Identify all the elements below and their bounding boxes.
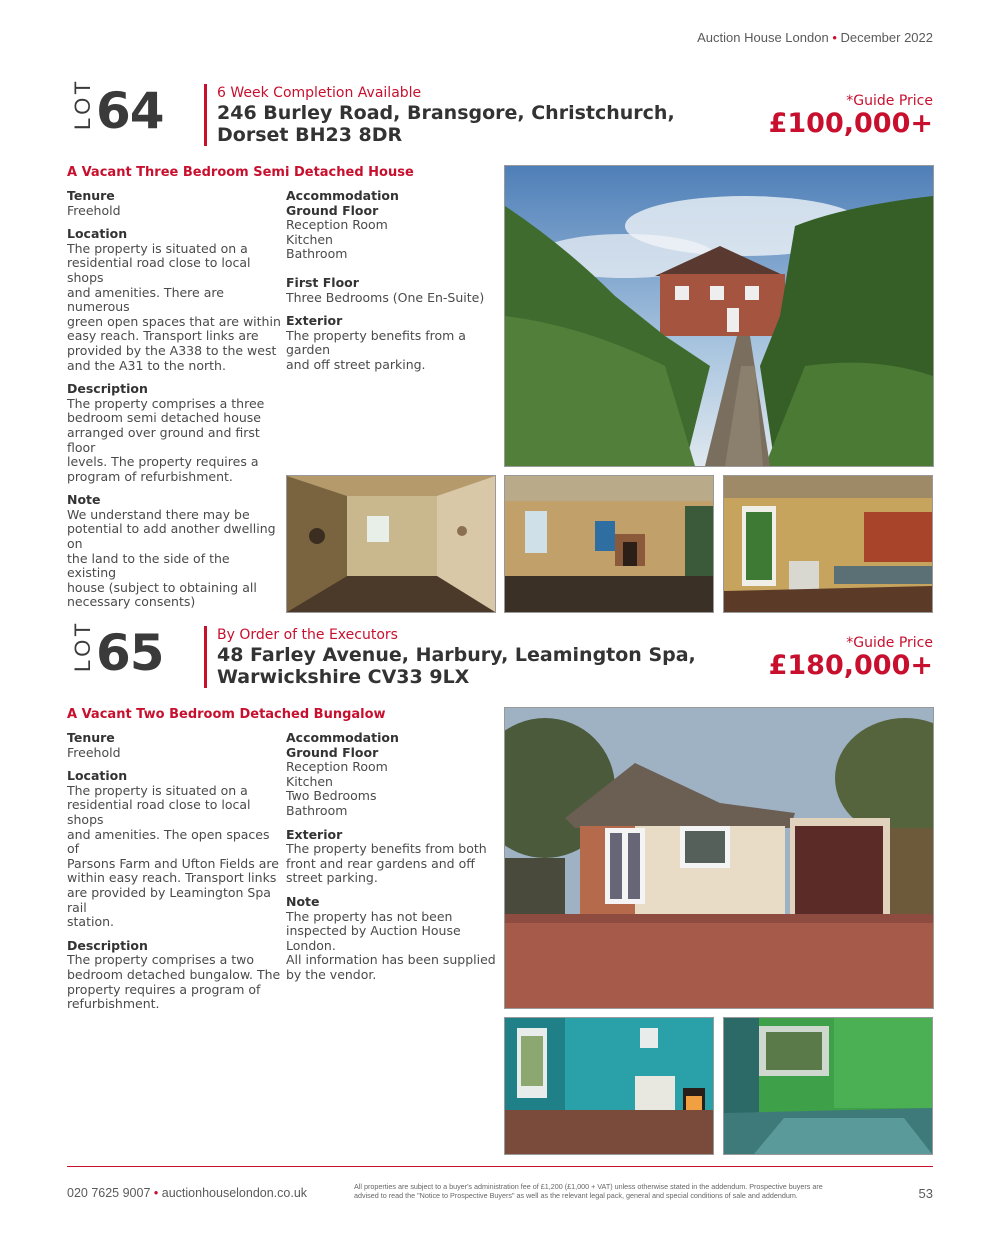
footer-separator: •	[153, 1186, 159, 1200]
lot-address	[217, 102, 675, 146]
publisher-name: Auction House London	[697, 30, 829, 45]
section-heading: Description	[67, 937, 148, 953]
lot-subtitle: By Order of the Executors	[217, 627, 398, 643]
section-heading: Location	[67, 768, 128, 784]
page-number: 53	[918, 1186, 933, 1201]
lot-label: LOT	[70, 620, 95, 672]
note-section	[67, 493, 282, 610]
lot-details-middle	[286, 189, 501, 382]
section-heading: Note	[67, 492, 101, 508]
property-photo-kitchen	[723, 475, 933, 613]
section-heading: Exterior	[286, 826, 343, 842]
accommodation-section	[286, 189, 501, 262]
property-photo-bedroom	[723, 1017, 933, 1155]
section-text: Freehold	[67, 202, 121, 218]
lot-details-left	[67, 731, 282, 1021]
section-heading: Accommodation Ground Floor	[286, 188, 399, 218]
location-section	[67, 227, 282, 373]
section-heading: Tenure	[67, 188, 115, 203]
footer-contact	[67, 1186, 307, 1200]
phone-number[interactable]: 020 7625 9007	[67, 1186, 151, 1200]
section-text: Three Bedrooms (One En-Suite)	[286, 289, 485, 305]
section-heading: Location	[67, 226, 128, 242]
section-text: We understand there may be potential to add another dwelling on the land to the side of the existing house (subject to obtaining all necessary consents)	[67, 506, 276, 610]
address-line-2: Warwickshire CV33 9LX	[217, 666, 470, 688]
lot-number: 65	[96, 624, 164, 682]
section-text: The property benefits from both front and rear gardens and off street parking.	[286, 841, 487, 886]
header-separator: •	[832, 30, 837, 45]
section-text: The property is situated on a residential road close to local shops and amenities. There are numerous green open spaces that are within easy reach. Transport links are provided by the A338 to the west and the A31 to the north.	[67, 240, 281, 373]
lot-details-middle	[286, 731, 501, 992]
description-section	[67, 382, 282, 484]
section-heading: Description	[67, 381, 148, 397]
first-floor-section	[286, 276, 501, 305]
property-photo-reception-room	[504, 1017, 714, 1155]
tenure-section	[67, 731, 282, 760]
location-section	[67, 769, 282, 930]
lot-address	[217, 644, 696, 688]
lot-divider	[204, 84, 207, 146]
lot-label: LOT	[70, 78, 95, 130]
section-text: Freehold	[67, 744, 121, 760]
property-photo-exterior	[504, 165, 934, 467]
accommodation-section	[286, 731, 501, 819]
section-text: The property comprises a three bedroom semi detached house arranged over ground and first floor levels. The property requires a program of refurbishment.	[67, 395, 265, 484]
address-line-2: Dorset BH23 8DR	[217, 124, 403, 146]
lot-headline: A Vacant Three Bedroom Semi Detached House	[67, 165, 414, 180]
section-heading: Note	[286, 893, 320, 909]
guide-price: £180,000+	[768, 650, 933, 681]
lot-headline: A Vacant Two Bedroom Detached Bungalow	[67, 707, 386, 722]
address-line-1: 48 Farley Avenue, Harbury, Leamington Spa,	[217, 644, 696, 666]
property-photo-exterior	[504, 707, 934, 1009]
section-heading: Tenure	[67, 730, 115, 745]
property-photo-bedroom	[286, 475, 496, 613]
section-text: Reception Room Kitchen Two Bedrooms Bathroom	[286, 759, 388, 818]
property-photo-reception-room	[504, 475, 714, 613]
issue-date: December 2022	[840, 30, 933, 45]
lot-divider	[204, 626, 207, 688]
section-heading: First Floor	[286, 274, 359, 290]
section-text: The property has not been inspected by Auction House London. All information has been supplied by the vendor.	[286, 908, 496, 982]
section-text: The property benefits from a garden and off street parking.	[286, 327, 466, 372]
section-heading: Exterior	[286, 313, 343, 329]
address-line-1: 246 Burley Road, Bransgore, Christchurch,	[217, 102, 675, 124]
guide-price: £100,000+	[768, 108, 933, 139]
lot-details-left	[67, 189, 282, 619]
lot-subtitle: 6 Week Completion Available	[217, 85, 422, 101]
exterior-section	[286, 828, 501, 886]
note-section	[286, 895, 501, 983]
section-heading: Accommodation Ground Floor	[286, 730, 399, 760]
exterior-section	[286, 314, 501, 372]
section-text: The property is situated on a residential road close to local shops and amenities. The open spaces of Parsons Farm and Ufton Fields are within easy reach. Transport links are provided by Leamington Spa rail station.	[67, 782, 279, 930]
section-text: Reception Room Kitchen Bathroom	[286, 217, 388, 262]
guide-price-label: *Guide Price	[846, 93, 933, 109]
footer-disclaimer: All properties are subject to a buyer's administration fee of £1,200 (£1,000 + VAT) unless otherwise stated in the addendum. Prospective buyers are advised to read the "Notice to Prospective Buyers" as well as the relevant legal pack, general and special conditions of sale and addendum.	[354, 1182, 823, 1200]
footer-rule	[67, 1166, 933, 1167]
section-text: The property comprises a two bedroom detached bungalow. The property requires a program of refurbishment.	[67, 952, 281, 1012]
description-section	[67, 939, 282, 1012]
guide-price-label: *Guide Price	[846, 635, 933, 651]
website-link[interactable]: auctionhouselondon.co.uk	[161, 1186, 308, 1200]
publication-header	[697, 30, 933, 45]
tenure-section	[67, 189, 282, 218]
lot-number: 64	[96, 82, 164, 140]
